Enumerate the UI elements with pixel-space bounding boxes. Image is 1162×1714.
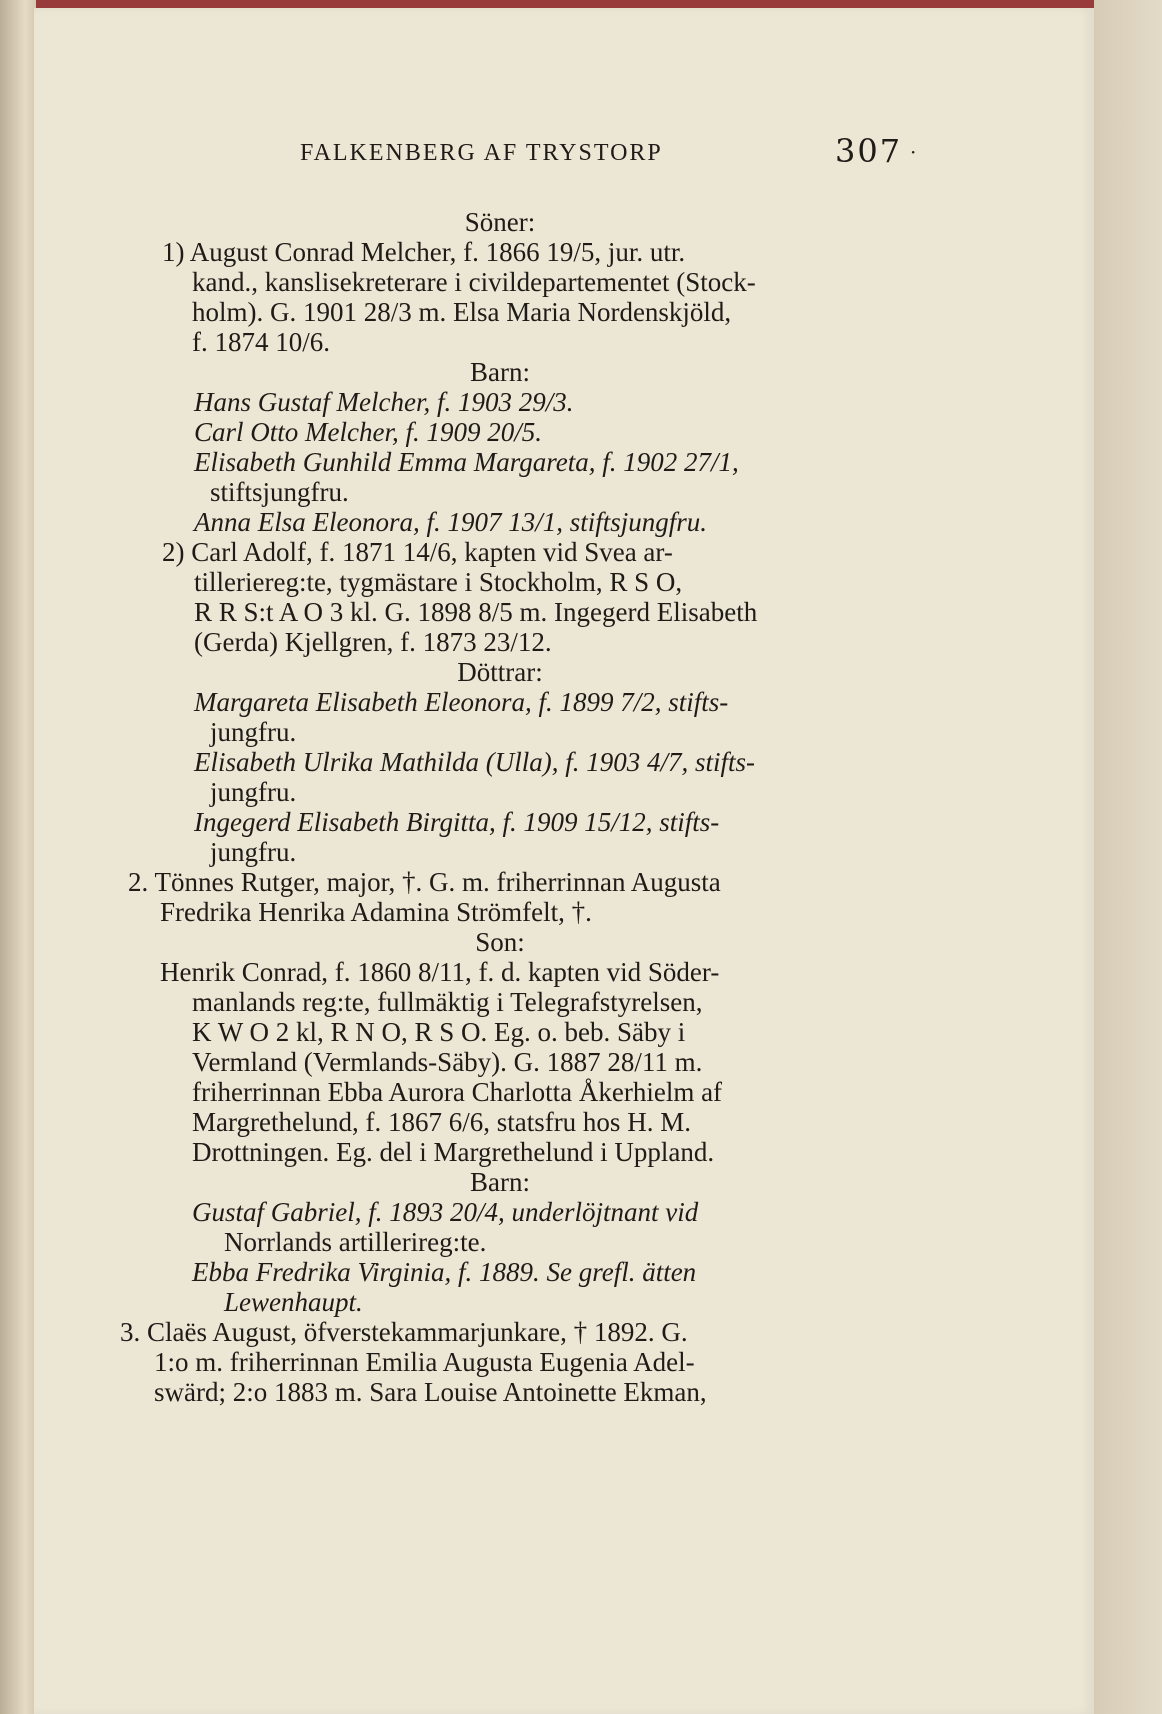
text-line: f. 1874 10/6. — [192, 327, 330, 357]
text-line: swärd; 2:o 1883 m. Sara Louise Antoinette Ekman, — [154, 1377, 707, 1407]
text-line: Hans Gustaf Melcher, f. 1903 29/3. — [194, 387, 574, 417]
text-line: (Gerda) Kjellgren, f. 1873 23/12. — [194, 627, 552, 657]
text-line: Carl Otto Melcher, f. 1909 20/5. — [194, 417, 542, 447]
text-line: Drottningen. Eg. del i Margrethelund i Uppland. — [192, 1137, 715, 1167]
text-line: Anna Elsa Eleonora, f. 1907 13/1, stiftsjungfru. — [194, 507, 708, 537]
heading-son: Son: — [475, 927, 525, 957]
text-line: jungfru. — [210, 717, 297, 747]
text-line: jungfru. — [210, 837, 297, 867]
book-spine — [0, 0, 36, 1714]
text-line: 1:o m. friherrinnan Emilia Augusta Eugenia Adel- — [154, 1347, 695, 1377]
page-number: 307 — [835, 132, 903, 170]
text-line: R R S:t A O 3 kl. G. 1898 8/5 m. Ingegerd Elisabeth — [194, 597, 758, 627]
text-line: 1) August Conrad Melcher, f. 1866 19/5, jur. utr. — [162, 237, 686, 267]
running-head: FALKENBERG AF TRYSTORP — [300, 140, 663, 166]
text-line: jungfru. — [210, 777, 297, 807]
heading-barn-2: Barn: — [470, 1167, 530, 1197]
text-line: Margareta Elisabeth Eleonora, f. 1899 7/2, stifts- — [194, 687, 729, 717]
text-line: Lewenhaupt. — [224, 1287, 363, 1317]
text-line: holm). G. 1901 28/3 m. Elsa Maria Nordenskjöld, — [192, 297, 732, 327]
page-dot: · — [910, 140, 917, 164]
top-edge — [0, 0, 1162, 8]
text-line: Norrlands artillerireg:te. — [224, 1227, 487, 1257]
heading-barn: Barn: — [470, 357, 530, 387]
heading-dottrar: Döttrar: — [457, 657, 543, 687]
text-line: tilleriereg:te, tygmästare i Stockholm, R S O, — [194, 567, 683, 597]
text-line: 3. Claës August, öfverstekammarjunkare, † 1892. G. — [120, 1317, 688, 1347]
text-line: Margrethelund, f. 1867 6/6, statsfru hos H. M. — [192, 1107, 691, 1137]
text-line: Gustaf Gabriel, f. 1893 20/4, underlöjtnant vid — [192, 1197, 699, 1227]
text-line: Ingegerd Elisabeth Birgitta, f. 1909 15/12, stifts- — [194, 807, 720, 837]
text-line: stiftsjungfru. — [210, 477, 349, 507]
text-line: 2) Carl Adolf, f. 1871 14/6, kapten vid Svea ar- — [162, 537, 673, 567]
text-line: Elisabeth Ulrika Mathilda (Ulla), f. 1903 4/7, stifts- — [194, 747, 755, 777]
text-line: friherrinnan Ebba Aurora Charlotta Åkerhielm af — [192, 1077, 723, 1107]
text-line: K W O 2 kl, R N O, R S O. Eg. o. beb. Säby i — [192, 1017, 686, 1047]
text-line: manlands reg:te, fullmäktig i Telegrafstyrelsen, — [192, 987, 703, 1017]
page-edge — [1094, 0, 1162, 1714]
text-line: Fredrika Henrika Adamina Strömfelt, †. — [160, 897, 592, 927]
text-line: Elisabeth Gunhild Emma Margareta, f. 1902 27/1, — [194, 447, 739, 477]
text-line: Henrik Conrad, f. 1860 8/11, f. d. kapten vid Söder- — [160, 957, 720, 987]
text-line: Ebba Fredrika Virginia, f. 1889. Se grefl. ätten — [192, 1257, 697, 1287]
text-line: Vermland (Vermlands-Säby). G. 1887 28/11 m. — [192, 1047, 703, 1077]
page-header — [0, 132, 1162, 178]
heading-soner: Söner: — [464, 207, 536, 237]
text-line: kand., kanslisekreterare i civildepartementet (Stock- — [192, 267, 756, 297]
text-line: 2. Tönnes Rutger, major, †. G. m. friherrinnan Augusta — [128, 867, 721, 897]
